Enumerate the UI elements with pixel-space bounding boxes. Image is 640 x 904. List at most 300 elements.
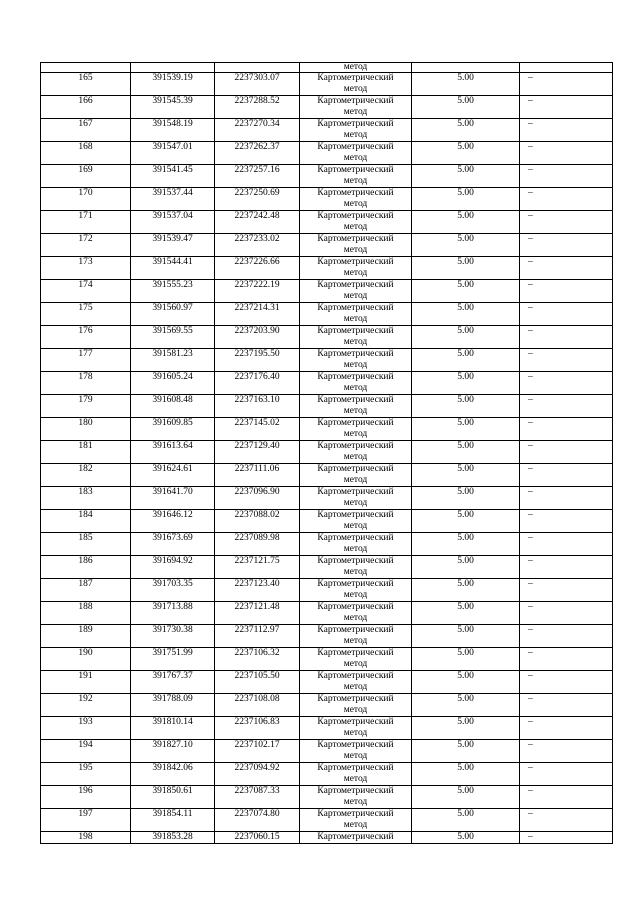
method-line-2: метод	[343, 360, 368, 370]
precision-cell: 5.00	[412, 326, 520, 349]
precision-cell: 5.00	[412, 740, 520, 763]
method-line-2: метод	[343, 268, 368, 278]
note-cell: –	[520, 648, 613, 671]
note-cell: –	[520, 211, 613, 234]
y-coordinate-cell: 2237214.31	[215, 303, 300, 326]
y-coordinate-cell: 2237123.40	[215, 579, 300, 602]
method-line-1: Картометрический	[317, 717, 394, 727]
y-coordinate-cell: 2237106.32	[215, 648, 300, 671]
method-cell	[300, 211, 412, 234]
method-cell	[300, 832, 412, 844]
x-coordinate-cell: 391788.09	[131, 694, 215, 717]
point-number-cell: 184	[41, 510, 131, 533]
method-line-1: Картометрический	[317, 165, 394, 175]
method-line-2: метод	[343, 429, 368, 439]
precision-cell: 5.00	[412, 73, 520, 96]
table-row	[41, 326, 613, 349]
method-cell	[300, 809, 412, 832]
precision-cell: 5.00	[412, 211, 520, 234]
coordinates-table	[40, 62, 613, 844]
y-coordinate-cell: 2237121.48	[215, 602, 300, 625]
precision-cell: 5.00	[412, 579, 520, 602]
note-cell: –	[520, 326, 613, 349]
y-coordinate-cell: 2237074.80	[215, 809, 300, 832]
method-cell	[300, 625, 412, 648]
precision-cell: 5.00	[412, 717, 520, 740]
table-row	[41, 165, 613, 188]
point-number-cell: 190	[41, 648, 131, 671]
note-cell: –	[520, 487, 613, 510]
note-cell: –	[520, 832, 613, 844]
method-line-1: Картометрический	[317, 73, 394, 83]
method-line-2: метод	[343, 544, 368, 554]
method-line-1: Картометрический	[317, 326, 394, 336]
y-coordinate-cell: 2237108.08	[215, 694, 300, 717]
method-line-1: Картометрический	[317, 579, 394, 589]
method-line-2: метод	[343, 636, 368, 646]
note-cell: –	[520, 234, 613, 257]
method-cell	[300, 257, 412, 280]
precision-cell: 5.00	[412, 694, 520, 717]
method-line-2: метод	[343, 475, 368, 485]
precision-cell: 5.00	[412, 510, 520, 533]
table-row	[41, 625, 613, 648]
method-cell	[300, 349, 412, 372]
note-cell: –	[520, 763, 613, 786]
method-line-2: метод	[343, 728, 368, 738]
method-line-1: Картометрический	[317, 303, 394, 313]
method-line-1: Картометрический	[317, 786, 394, 796]
method-cell	[300, 418, 412, 441]
y-coordinate-cell: 2237288.52	[215, 96, 300, 119]
method-line-2: метод	[343, 222, 368, 232]
method-line-1: Картометрический	[317, 533, 394, 543]
precision-cell: 5.00	[412, 786, 520, 809]
method-line-2: метод	[343, 383, 368, 393]
x-coordinate-cell: 391673.69	[131, 533, 215, 556]
note-cell: –	[520, 694, 613, 717]
table-row	[41, 441, 613, 464]
method-cell	[300, 372, 412, 395]
y-coordinate-cell: 2237163.10	[215, 395, 300, 418]
precision-cell: 5.00	[412, 487, 520, 510]
x-coordinate-cell: 391703.35	[131, 579, 215, 602]
table-row	[41, 556, 613, 579]
method-line-1: Картометрический	[317, 119, 394, 129]
method-line-2: метод	[343, 797, 368, 807]
x-coordinate-cell: 391608.48	[131, 395, 215, 418]
method-cell	[300, 119, 412, 142]
point-number-cell: 188	[41, 602, 131, 625]
note-cell: –	[520, 142, 613, 165]
x-coordinate-cell: 391730.38	[131, 625, 215, 648]
method-line-2: метод	[343, 199, 368, 209]
precision-cell: 5.00	[412, 832, 520, 844]
method-line-2: метод	[343, 406, 368, 416]
x-coordinate-cell: 391850.61	[131, 786, 215, 809]
table-row	[41, 832, 613, 844]
precision-cell: 5.00	[412, 395, 520, 418]
table-row	[41, 142, 613, 165]
point-number-cell: 192	[41, 694, 131, 717]
x-coordinate-cell: 391810.14	[131, 717, 215, 740]
point-number-cell: 179	[41, 395, 131, 418]
note-cell: –	[520, 441, 613, 464]
y-coordinate-cell: 2237145.02	[215, 418, 300, 441]
point-number-cell: 174	[41, 280, 131, 303]
point-number-cell: 189	[41, 625, 131, 648]
note-cell: –	[520, 625, 613, 648]
point-number-cell: 183	[41, 487, 131, 510]
point-number-cell: 177	[41, 349, 131, 372]
method-line-2: метод	[343, 176, 368, 186]
method-cell	[300, 510, 412, 533]
y-coordinate-cell: 2237089.98	[215, 533, 300, 556]
x-coordinate-cell: 391713.88	[131, 602, 215, 625]
method-line-2: метод	[343, 567, 368, 577]
point-number-cell: 198	[41, 832, 131, 844]
method-line-2: метод	[343, 107, 368, 117]
y-coordinate-cell: 2237129.40	[215, 441, 300, 464]
method-line-1: Картометрический	[317, 832, 394, 842]
method-cell	[300, 188, 412, 211]
y-coordinate-cell: 2237203.90	[215, 326, 300, 349]
point-number-cell: 170	[41, 188, 131, 211]
method-cell	[300, 280, 412, 303]
method-line-1: Картометрический	[317, 602, 394, 612]
x-coordinate-cell: 391539.47	[131, 234, 215, 257]
table-row	[41, 96, 613, 119]
table-row	[41, 119, 613, 142]
note-cell: –	[520, 280, 613, 303]
point-number-cell	[41, 63, 131, 73]
table-row	[41, 763, 613, 786]
precision-cell: 5.00	[412, 464, 520, 487]
y-coordinate-cell: 2237112.97	[215, 625, 300, 648]
note-cell: –	[520, 257, 613, 280]
y-coordinate-cell: 2237242.48	[215, 211, 300, 234]
point-number-cell: 167	[41, 119, 131, 142]
method-cell	[300, 556, 412, 579]
method-line-1: Картометрический	[317, 809, 394, 819]
point-number-cell: 194	[41, 740, 131, 763]
x-coordinate-cell: 391609.85	[131, 418, 215, 441]
note-cell	[520, 63, 613, 73]
x-coordinate-cell: 391624.61	[131, 464, 215, 487]
y-coordinate-cell: 2237250.69	[215, 188, 300, 211]
table-row	[41, 533, 613, 556]
method-cell	[300, 786, 412, 809]
precision-cell: 5.00	[412, 602, 520, 625]
x-coordinate-cell: 391555.23	[131, 280, 215, 303]
table-row	[41, 395, 613, 418]
precision-cell: 5.00	[412, 257, 520, 280]
y-coordinate-cell: 2237226.66	[215, 257, 300, 280]
method-cell	[300, 671, 412, 694]
method-line-2: метод	[343, 682, 368, 692]
method-cell	[300, 142, 412, 165]
precision-cell	[412, 63, 520, 73]
method-line-1: Картометрический	[317, 694, 394, 704]
method-cell	[300, 395, 412, 418]
point-number-cell: 186	[41, 556, 131, 579]
method-line-2: метод	[343, 291, 368, 301]
precision-cell: 5.00	[412, 418, 520, 441]
method-line-1: Картометрический	[317, 211, 394, 221]
note-cell: –	[520, 165, 613, 188]
point-number-cell: 165	[41, 73, 131, 96]
y-coordinate-cell: 2237176.40	[215, 372, 300, 395]
precision-cell: 5.00	[412, 165, 520, 188]
method-cell	[300, 464, 412, 487]
method-line-2: метод	[343, 452, 368, 462]
note-cell: –	[520, 533, 613, 556]
method-cell	[300, 694, 412, 717]
document-page	[40, 62, 612, 844]
table-row	[41, 257, 613, 280]
method-line-1: Картометрический	[317, 625, 394, 635]
table-row	[41, 303, 613, 326]
point-number-cell: 166	[41, 96, 131, 119]
x-coordinate-cell: 391541.45	[131, 165, 215, 188]
y-coordinate-cell: 2237233.02	[215, 234, 300, 257]
y-coordinate-cell: 2237262.37	[215, 142, 300, 165]
method-cell	[300, 763, 412, 786]
point-number-cell: 171	[41, 211, 131, 234]
note-cell: –	[520, 556, 613, 579]
precision-cell: 5.00	[412, 763, 520, 786]
method-cell	[300, 96, 412, 119]
precision-cell: 5.00	[412, 234, 520, 257]
table-row	[41, 464, 613, 487]
y-coordinate-cell: 2237060.15	[215, 832, 300, 844]
method-line-1: Картометрический	[317, 280, 394, 290]
precision-cell: 5.00	[412, 372, 520, 395]
method-line-1: Картометрический	[317, 142, 394, 152]
method-line-1: Картометрический	[317, 464, 394, 474]
point-number-cell: 169	[41, 165, 131, 188]
point-number-cell: 176	[41, 326, 131, 349]
table-row	[41, 786, 613, 809]
method-line-1: Картометрический	[317, 96, 394, 106]
method-line-2: метод	[343, 498, 368, 508]
y-coordinate-cell: 2237270.34	[215, 119, 300, 142]
point-number-cell: 187	[41, 579, 131, 602]
method-cell	[300, 303, 412, 326]
note-cell: –	[520, 418, 613, 441]
method-line-1: Картометрический	[317, 234, 394, 244]
method-line-1: Картометрический	[317, 763, 394, 773]
precision-cell: 5.00	[412, 280, 520, 303]
method-line-1: Картометрический	[317, 487, 394, 497]
precision-cell: 5.00	[412, 96, 520, 119]
point-number-cell: 181	[41, 441, 131, 464]
method-line-1: Картометрический	[317, 556, 394, 566]
method-line-2: метод	[343, 521, 368, 531]
method-line-1: Картометрический	[317, 648, 394, 658]
method-cell	[300, 165, 412, 188]
method-cell	[300, 717, 412, 740]
precision-cell: 5.00	[412, 188, 520, 211]
point-number-cell: 191	[41, 671, 131, 694]
y-coordinate-cell: 2237106.83	[215, 717, 300, 740]
method-line-2: метод	[343, 84, 368, 94]
method-cell	[300, 441, 412, 464]
method-line-2: метод	[343, 130, 368, 140]
point-number-cell: 172	[41, 234, 131, 257]
method-line-2: метод	[343, 337, 368, 347]
table-row	[41, 717, 613, 740]
note-cell: –	[520, 602, 613, 625]
method-line-2: метод	[343, 659, 368, 669]
table-row	[41, 418, 613, 441]
point-number-cell: 193	[41, 717, 131, 740]
note-cell: –	[520, 73, 613, 96]
table-row	[41, 694, 613, 717]
method-line-1: Картометрический	[317, 257, 394, 267]
method-line-1: Картометрический	[317, 188, 394, 198]
x-coordinate-cell: 391537.04	[131, 211, 215, 234]
precision-cell: 5.00	[412, 119, 520, 142]
method-cell	[300, 326, 412, 349]
x-coordinate-cell: 391613.64	[131, 441, 215, 464]
x-coordinate-cell: 391854.11	[131, 809, 215, 832]
x-coordinate-cell	[131, 63, 215, 73]
method-cell	[300, 602, 412, 625]
method-line-2: метод	[343, 245, 368, 255]
y-coordinate-cell: 2237195.50	[215, 349, 300, 372]
y-coordinate-cell: 2237088.02	[215, 510, 300, 533]
method-line-1: Картометрический	[317, 441, 394, 451]
x-coordinate-cell: 391853.28	[131, 832, 215, 844]
method-line-2: метод	[343, 705, 368, 715]
x-coordinate-cell: 391545.39	[131, 96, 215, 119]
y-coordinate-cell: 2237222.19	[215, 280, 300, 303]
method-cell	[300, 234, 412, 257]
x-coordinate-cell: 391605.24	[131, 372, 215, 395]
point-number-cell: 197	[41, 809, 131, 832]
method-cell: метод	[300, 63, 412, 73]
x-coordinate-cell: 391560.97	[131, 303, 215, 326]
note-cell: –	[520, 395, 613, 418]
table-row	[41, 372, 613, 395]
method-cell	[300, 648, 412, 671]
point-number-cell: 185	[41, 533, 131, 556]
point-number-cell: 180	[41, 418, 131, 441]
precision-cell: 5.00	[412, 441, 520, 464]
table-row	[41, 188, 613, 211]
table-row	[41, 510, 613, 533]
x-coordinate-cell: 391537.44	[131, 188, 215, 211]
y-coordinate-cell: 2237087.33	[215, 786, 300, 809]
note-cell: –	[520, 188, 613, 211]
y-coordinate-cell: 2237121.75	[215, 556, 300, 579]
note-cell: –	[520, 717, 613, 740]
method-cell	[300, 73, 412, 96]
table-row	[41, 211, 613, 234]
x-coordinate-cell: 391751.99	[131, 648, 215, 671]
note-cell: –	[520, 671, 613, 694]
note-cell: –	[520, 510, 613, 533]
x-coordinate-cell: 391539.19	[131, 73, 215, 96]
table-row	[41, 579, 613, 602]
note-cell: –	[520, 786, 613, 809]
point-number-cell: 196	[41, 786, 131, 809]
method-line-2: метод	[343, 820, 368, 830]
method-cell	[300, 579, 412, 602]
coordinates-table-body	[41, 63, 613, 844]
point-number-cell: 175	[41, 303, 131, 326]
x-coordinate-cell: 391641.70	[131, 487, 215, 510]
note-cell: –	[520, 740, 613, 763]
method-line-2: метод	[343, 613, 368, 623]
x-coordinate-cell: 391767.37	[131, 671, 215, 694]
y-coordinate-cell: 2237094.92	[215, 763, 300, 786]
table-row	[41, 73, 613, 96]
method-cell	[300, 533, 412, 556]
y-coordinate-cell: 2237111.06	[215, 464, 300, 487]
note-cell: –	[520, 372, 613, 395]
x-coordinate-cell: 391694.92	[131, 556, 215, 579]
precision-cell: 5.00	[412, 142, 520, 165]
table-row	[41, 740, 613, 763]
method-line-1: Картометрический	[317, 349, 394, 359]
y-coordinate-cell: 2237257.16	[215, 165, 300, 188]
method-line-2: метод	[343, 314, 368, 324]
note-cell: –	[520, 464, 613, 487]
point-number-cell: 195	[41, 763, 131, 786]
method-line-2: метод	[343, 153, 368, 163]
method-cell	[300, 487, 412, 510]
table-row	[41, 280, 613, 303]
table-row	[41, 349, 613, 372]
point-number-cell: 178	[41, 372, 131, 395]
x-coordinate-cell: 391646.12	[131, 510, 215, 533]
precision-cell: 5.00	[412, 533, 520, 556]
x-coordinate-cell: 391544.41	[131, 257, 215, 280]
table-row	[41, 602, 613, 625]
method-line-1: Картометрический	[317, 395, 394, 405]
point-number-cell: 168	[41, 142, 131, 165]
y-coordinate-cell: 2237096.90	[215, 487, 300, 510]
table-row	[41, 234, 613, 257]
note-cell: –	[520, 809, 613, 832]
point-number-cell: 173	[41, 257, 131, 280]
note-cell: –	[520, 96, 613, 119]
x-coordinate-cell: 391548.19	[131, 119, 215, 142]
method-line-1: Картометрический	[317, 418, 394, 428]
precision-cell: 5.00	[412, 556, 520, 579]
note-cell: –	[520, 303, 613, 326]
table-row	[41, 487, 613, 510]
point-number-cell: 182	[41, 464, 131, 487]
y-coordinate-cell: 2237303.07	[215, 73, 300, 96]
method-cell	[300, 740, 412, 763]
precision-cell: 5.00	[412, 809, 520, 832]
precision-cell: 5.00	[412, 671, 520, 694]
note-cell: –	[520, 119, 613, 142]
x-coordinate-cell: 391547.01	[131, 142, 215, 165]
precision-cell: 5.00	[412, 303, 520, 326]
method-line-2: метод	[343, 590, 368, 600]
precision-cell: 5.00	[412, 625, 520, 648]
precision-cell: 5.00	[412, 349, 520, 372]
y-coordinate-cell: 2237102.17	[215, 740, 300, 763]
method-line-1: Картометрический	[317, 671, 394, 681]
table-row	[41, 671, 613, 694]
note-cell: –	[520, 349, 613, 372]
x-coordinate-cell: 391842.06	[131, 763, 215, 786]
